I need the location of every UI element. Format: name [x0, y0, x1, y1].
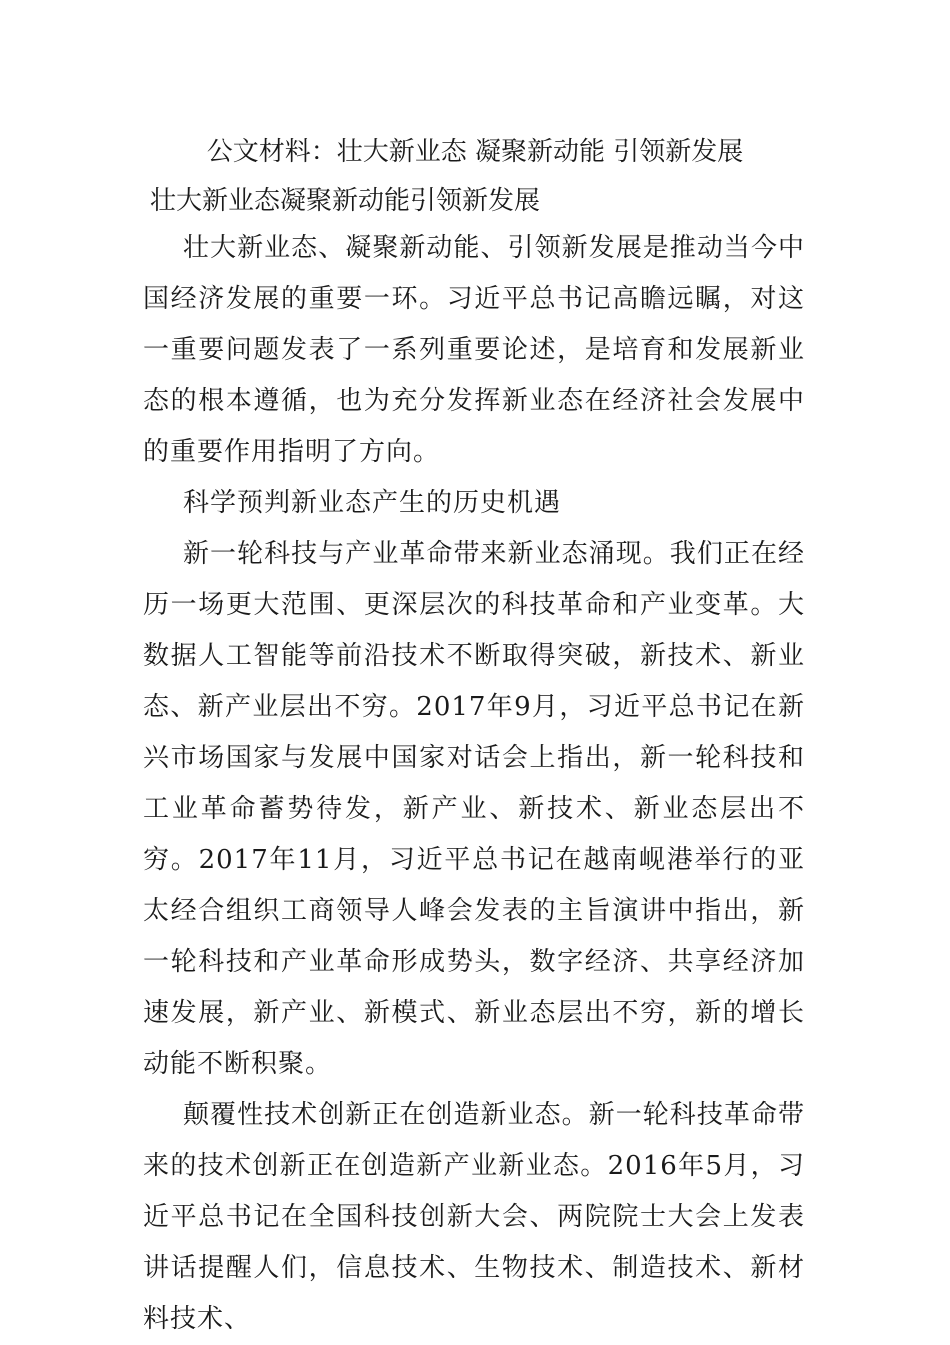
paragraph-intro: 壮大新业态、凝聚新动能、引领新发展是推动当今中国经济发展的重要一环。习近平总书记高瞻远瞩，对这一重要问题发表了一系列重要论述，是培育和发展新业态的根本遵循，也为充分发挥新业态在经济社会发展中的重要作用指明了方向。	[143, 233, 805, 467]
document-title: 公文材料：壮大新业态 凝聚新动能 引领新发展	[206, 137, 744, 167]
section-heading: 科学预判新业态产生的历史机遇	[183, 488, 562, 518]
document-body	[143, 223, 805, 1345]
document-subtitle: 壮大新业态凝聚新动能引领新发展	[150, 186, 541, 216]
paragraph-disruptive-innovation: 颠覆性技术创新正在创造新业态。新一轮科技革命带来的技术创新正在创造新产业新业态。2016年5月，习近平总书记在全国科技创新大会、两院院士大会上发表讲话提醒人们，信息技术、生物技术、制造技术、新材料技术、	[143, 1100, 805, 1334]
paragraph-tech-revolution: 新一轮科技与产业革命带来新业态涌现。我们正在经历一场更大范围、更深层次的科技革命和产业变革。大数据人工智能等前沿技术不断取得突破，新技术、新业态、新产业层出不穷。2017年9月，习近平总书记在新兴市场国家与发展中国家对话会上指出，新一轮科技和工业革命蓄势待发，新产业、新技术、新业态层出不穷。2017年11月，习近平总书记在越南岘港举行的亚太经合组织工商领导人峰会发表的主旨演讲中指出，新一轮科技和产业革命形成势头，数字经济、共享经济加速发展，新产业、新模式、新业态层出不穷，新的增长动能不断积聚。	[143, 539, 805, 1079]
